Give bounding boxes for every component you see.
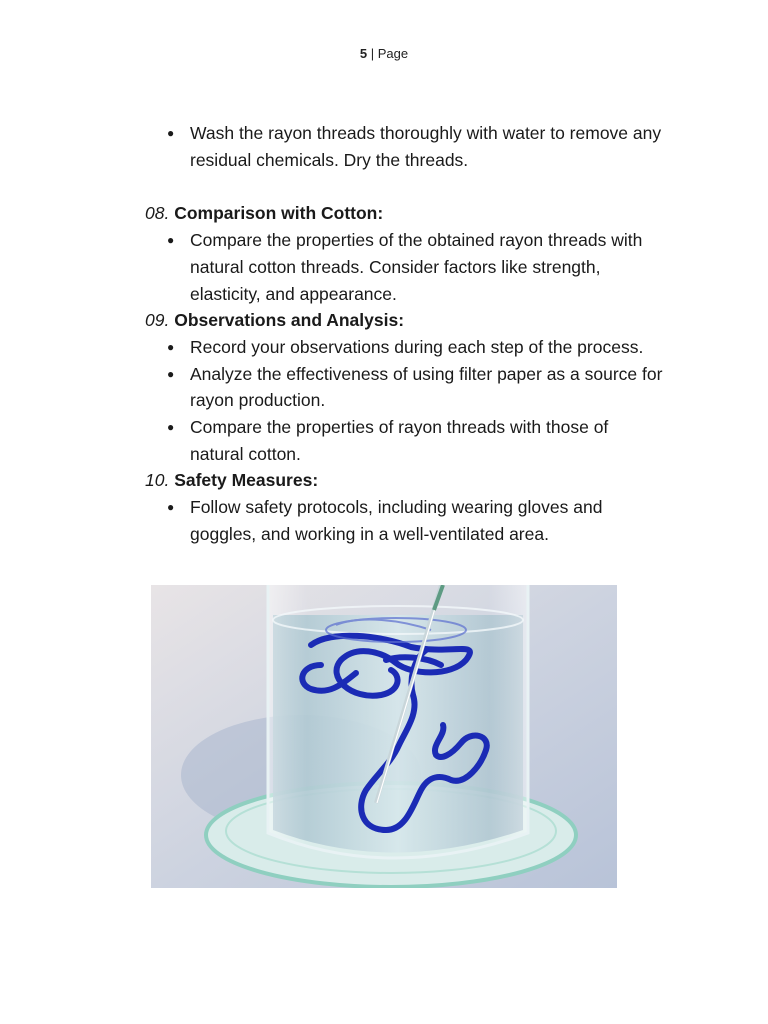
bullet-list [145, 334, 665, 468]
intro-bullet-list [145, 120, 665, 173]
list-item: ● Compare the properties of the obtained rayon threads with natural cotton threads. Consider factors like strength, elasticity, and appearance. [145, 227, 665, 307]
bullet-list [145, 227, 665, 307]
list-item: ● Analyze the effectiveness of using filter paper as a source for rayon production. [145, 361, 665, 414]
list-item: ● Follow safety protocols, including wearing gloves and goggles, and working in a well-ventilated area. [145, 494, 665, 547]
section-title: Comparison with Cotton: [174, 203, 384, 224]
section-title: Safety Measures: [174, 470, 319, 491]
section-number: 08. [145, 203, 170, 224]
section-heading [145, 200, 665, 227]
section-heading [145, 467, 665, 494]
page-header [0, 46, 768, 61]
section-safety [145, 467, 665, 547]
page-number: 5 [359, 46, 368, 61]
section-number: 09. [145, 310, 170, 331]
section-title: Observations and Analysis: [174, 310, 405, 331]
section-number: 10. [145, 470, 170, 491]
rayon-threads-photo [151, 585, 617, 888]
section-heading [145, 307, 665, 334]
page-label: | Page [370, 46, 409, 61]
list-item: ● Compare the properties of rayon threads with those of natural cotton. [145, 414, 665, 467]
section-comparison [145, 200, 665, 307]
beaker-illustration [151, 585, 617, 888]
document-body [145, 120, 665, 548]
bullet-list [145, 494, 665, 547]
list-item: ● Record your observations during each step of the process. [145, 334, 665, 361]
list-item: ● Wash the rayon threads thoroughly with water to remove any residual chemicals. Dry the threads. [145, 120, 665, 173]
section-observations [145, 307, 665, 467]
